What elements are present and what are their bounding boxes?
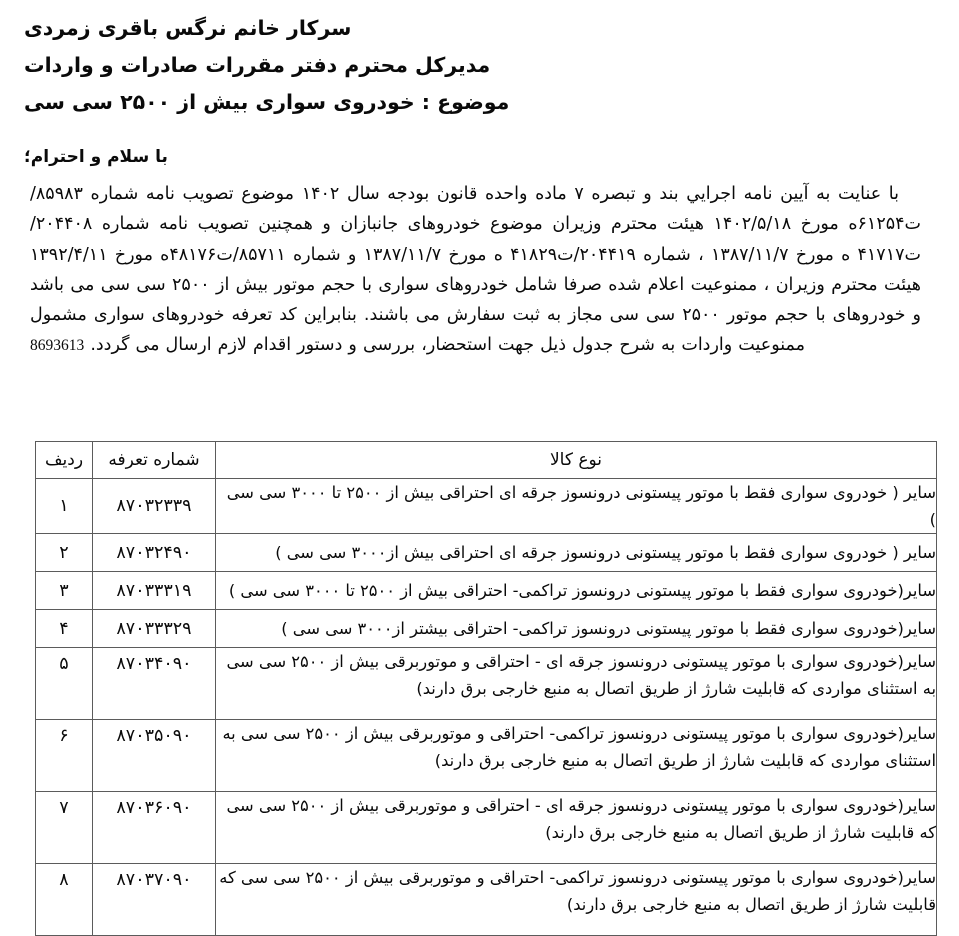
cell-row-no: ۲ xyxy=(36,534,93,572)
subject-line: موضوع : خودروی سواری بیش از ۲۵۰۰ سی سی xyxy=(24,90,510,114)
table-row xyxy=(36,534,937,572)
cell-tariff-code: ۸۷۰۳۲۳۳۹ xyxy=(93,479,216,534)
cell-tariff-code: ۸۷۰۳۵۰۹۰ xyxy=(93,720,216,792)
table-header xyxy=(36,442,937,479)
cell-row-no: ۶ xyxy=(36,720,93,792)
cell-goods-type: ساير(خودروی سواری فقط با موتور پیستونی درونسوز تراکمی- احتراقی بیش از ۲۵۰۰ تا ۳۰۰۰ سی سی ) xyxy=(216,572,937,610)
cell-row-no: ۸ xyxy=(36,864,93,936)
cell-goods-type: ساير(خودروی سواری با موتور پیستونی درونسوز تراکمی- احتراقی و موتوربرقی بیش از ۲۵۰۰ سی سی که قابلیت شارژ از طریق اتصال به منبع خارجی برق دارند) xyxy=(216,864,937,936)
body-paragraph xyxy=(0,179,959,362)
table-row xyxy=(36,479,937,534)
cell-goods-type: ساير(خودروی سواری فقط با موتور پیستونی درونسوز تراکمی- احتراقی بیشتر از۳۰۰۰ سی سی ) xyxy=(216,610,937,648)
cell-goods-type: ساير(خودروی سواری با موتور پیستونی درونسوز تراکمی- احتراقی و موتوربرقی بیش از ۲۵۰۰ سی سی به استثنای مواردی که قابلیت شارژ از طریق اتصال به منبع خارجی برق دارند) xyxy=(216,720,937,792)
column-header-row-no: رديف xyxy=(36,442,93,479)
table-row xyxy=(36,864,937,936)
cell-tariff-code: ۸۷۰۳۶۰۹۰ xyxy=(93,792,216,864)
table-row xyxy=(36,792,937,864)
tariff-table xyxy=(35,441,937,936)
cell-row-no: ۱ xyxy=(36,479,93,534)
column-header-goods-type: نوع كالا xyxy=(216,442,937,479)
table-row xyxy=(36,572,937,610)
recipient-title: مديركل محترم دفتر مقررات صادرات و واردات xyxy=(24,53,491,77)
salutation: با سلام و احترام؛ xyxy=(24,147,168,167)
cell-tariff-code: ۸۷۰۳۲۴۹۰ xyxy=(93,534,216,572)
cell-row-no: ۳ xyxy=(36,572,93,610)
cell-row-no: ۴ xyxy=(36,610,93,648)
cell-row-no: ۷ xyxy=(36,792,93,864)
body-text: با عنايت به آيين نامه اجرايي بند و تبصره ۷ ماده واحده قانون بودجه سال ۱۴۰۲ موضوع تصويب نامه شماره ۸۵۹۸۳/ت۶۱۲۵۴ه مورخ ۱۴۰۲/۵/۱۸ هيئت محترم وزيران موضوع خودروهای جانبازان و همچنين تصويب نامه شماره ۲۰۴۴۰۸/ت۴۱۷۱۷ ه مورخ ۱۳۸۷/۱۱/۷ ، شماره ۲۰۴۴۱۹/ت۴۱۸۲۹ ه مورخ ۱۳۸۷/۱۱/۷ و شماره ۸۵۷۱۱/ت۴۸۱۷۶ه مورخ ۱۳۹۲/۴/۱۱ هيئت محترم وزيران ، ممنوعيت اعلام شده صرفا شامل خودروهای سواری با حجم موتور بیش از ۲۵۰۰ سی سی می باشد و خودروهای با حجم موتور ۲۵۰۰ سی سی مجاز به ثبت سفارش می باشند. بنابراين کد تعرفه خودروهای سواری مشمول ممنوعیت واردات به شرح جدول ذیل جهت استحضار، بررسی و دستور اقدام لازم ارسال می گردد. xyxy=(30,184,922,356)
table-header-row xyxy=(36,442,937,479)
cell-goods-type: ساير ( خودروی سواری فقط با موتور پیستونی درونسوز جرقه ای احتراقی بیش از۳۰۰۰ سی سی ) xyxy=(216,534,937,572)
cell-goods-type: ساير(خودروی سواری با موتور پیستونی درونسوز جرقه ای - احتراقی و موتوربرقی بیش از ۲۵۰۰ سی سی که قابلیت شارژ از طریق اتصال به منبع خارجی برق دارند) xyxy=(216,792,937,864)
recipient-name: سركار خانم نرگس باقری زمردی xyxy=(24,16,352,40)
table-row xyxy=(36,648,937,720)
cell-row-no: ۵ xyxy=(36,648,93,720)
cell-tariff-code: ۸۷۰۳۳۳۲۹ xyxy=(93,610,216,648)
cell-goods-type: ساير ( خودروی سواری فقط با موتور پیستونی درونسوز جرقه ای احتراقی بیش از ۲۵۰۰ تا ۳۰۰۰ سی سی ) xyxy=(216,479,937,534)
table-row xyxy=(36,720,937,792)
cell-goods-type: ساير(خودروی سواری با موتور پیستونی درونسوز جرقه ای - احتراقی و موتوربرقی بیش از ۲۵۰۰ سی سی به استثنای مواردی که قابلیت شارژ از طریق اتصال به منبع خارجی برق دارند) xyxy=(216,648,937,720)
letter-header xyxy=(0,0,959,121)
cell-tariff-code: ۸۷۰۳۳۳۱۹ xyxy=(93,572,216,610)
table-row xyxy=(36,610,937,648)
cell-tariff-code: ۸۷۰۳۴۰۹۰ xyxy=(93,648,216,720)
tariff-table-wrapper xyxy=(36,441,937,936)
cell-tariff-code: ۸۷۰۳۷۰۹۰ xyxy=(93,864,216,936)
column-header-tariff-code: شماره تعرفه xyxy=(93,442,216,479)
reference-number: 8693613 xyxy=(30,337,85,355)
table-body xyxy=(36,479,937,936)
